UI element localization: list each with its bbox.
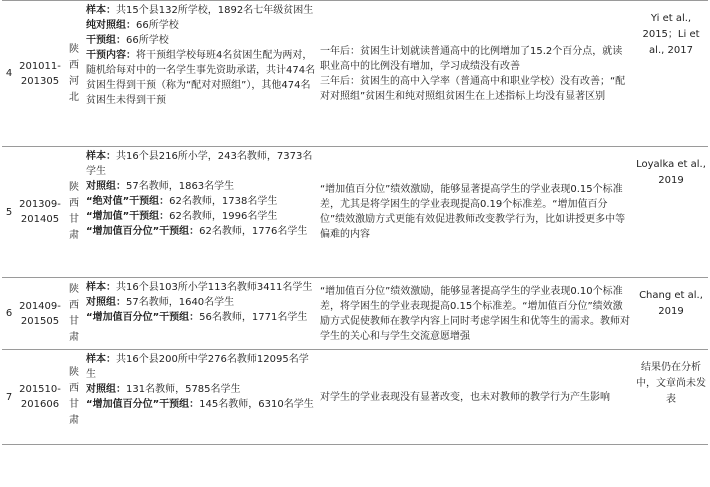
- row-sample: [84, 1, 318, 147]
- row-index: 7: [5, 391, 13, 403]
- sample-label: 样本：: [86, 354, 116, 365]
- sample-text: 66所学校: [126, 35, 169, 46]
- sample-text: 57名教师，1640名学生: [126, 297, 235, 308]
- sample-text: 131名教师，5785名学生: [126, 384, 241, 395]
- sample-text: 共15个县132所学校，1892名七年级贫困生: [116, 5, 314, 16]
- row-citation: 结果仍在分析中，文章尚未发表: [636, 362, 706, 405]
- sample-line: [86, 149, 316, 179]
- sample-text: 共16个县216所小学，243名教师，7373名学生: [86, 151, 313, 177]
- row-period: 201309-201405: [19, 199, 61, 225]
- sample-text: 将干预组学校每班4名贫困生配为两对，随机给每对中的一名学生事先资助承诺，共计474名贫困生得到干预（称为“配对对照组”），其他474名贫困生未得到干预: [86, 50, 316, 106]
- sample-text: 62名教师，1996名学生: [169, 211, 278, 222]
- row-result: [318, 1, 634, 147]
- region-char: 甘: [69, 214, 79, 225]
- result-text: 三年后：贫困生的高中入学率（普通高中和职业学校）没有改善；“配对对照组”贫困生和纯对照组贫困生在上述指标上均没有显著区别: [320, 75, 626, 102]
- sample-text: 62名教师，1738名学生: [169, 196, 278, 207]
- row-region: [64, 350, 84, 445]
- sample-label: 干预组：: [86, 35, 126, 46]
- sample-label: 样本：: [86, 282, 116, 293]
- row-citation: Yi et al., 2015；Li et al., 2017: [642, 13, 700, 56]
- row-citation: Loyalka et al., 2019: [636, 159, 706, 186]
- sample-line: [86, 382, 316, 397]
- sample-line: [86, 209, 316, 224]
- result-text: “增加值百分位”绩效激励，能够显著提高学生的学业表现0.15个标准差，尤其是将学困生的学业表现提高0.19个标准差。“增加值百分位”绩效激励方式更能有效促进教师改变教学行为，比如讲授更多中等偏难的内容: [320, 184, 626, 240]
- sample-line: [86, 48, 316, 108]
- sample-text: 62名教师，1776名学生: [199, 226, 308, 237]
- sample-line: [86, 397, 316, 412]
- row-period: 201011-201305: [19, 60, 61, 87]
- region-char: 肃: [69, 415, 79, 426]
- region-char: 陕: [69, 283, 79, 295]
- sample-line: [86, 310, 316, 325]
- row-region: [64, 1, 84, 147]
- row-result: [318, 350, 634, 445]
- row-index: 6: [5, 308, 13, 319]
- row-period: 201409-201505: [19, 300, 61, 327]
- study-table-body: [2, 1, 708, 445]
- region-char: 北: [69, 91, 79, 103]
- row-citation: Chang et al., 2019: [639, 290, 703, 317]
- region-char: 陕: [69, 43, 79, 55]
- row-period: 201510-201606: [19, 384, 61, 410]
- sample-label: “增加值百分位”干预组：: [86, 312, 200, 323]
- row-sample: [84, 350, 318, 445]
- row-result: [318, 278, 634, 350]
- row-index: 4: [5, 68, 13, 79]
- result-text: “增加值百分位”绩效激励，能够显著提高学生的学业表现0.10个标准差，将学困生的学业表现提高0.15个标准差。“增加值百分位”绩效激励方式促使教师在教学内容上同时考虑学困生和优等生的需求。教师对学生的关心和与学生交流意愿增强: [320, 285, 630, 342]
- sample-line: [86, 18, 316, 33]
- table-row: [2, 350, 708, 445]
- region-char: 河: [69, 75, 79, 87]
- sample-label: 纯对照组：: [86, 20, 136, 31]
- sample-label: 样本：: [86, 151, 116, 162]
- region-char: 西: [69, 198, 79, 209]
- sample-text: 66所学校: [136, 20, 179, 31]
- region-char: 甘: [69, 399, 79, 410]
- sample-label: “绝对值”干预组：: [86, 196, 170, 207]
- region-char: 陕: [69, 367, 79, 378]
- region-char: 西: [69, 299, 79, 311]
- sample-text: 56名教师，1771名学生: [199, 312, 308, 323]
- sample-line: [86, 352, 316, 382]
- sample-label: 干预内容：: [86, 50, 136, 61]
- sample-text: 57名教师，1863名学生: [126, 181, 235, 192]
- study-table: [2, 0, 708, 445]
- sample-line: [86, 179, 316, 194]
- region-char: 陕: [69, 182, 79, 193]
- sample-label: 对照组：: [86, 181, 126, 192]
- row-region: [64, 147, 84, 278]
- table-row: [2, 147, 708, 278]
- sample-text: 145名教师，6310名学生: [199, 399, 314, 410]
- row-region: [64, 278, 84, 350]
- row-sample: [84, 147, 318, 278]
- sample-label: “增加值百分位”干预组：: [86, 399, 200, 410]
- sample-label: 对照组：: [86, 384, 126, 395]
- sample-label: 样本：: [86, 5, 116, 16]
- region-char: 西: [69, 59, 79, 71]
- sample-line: [86, 224, 316, 239]
- region-char: 甘: [69, 315, 79, 327]
- row-sample: [84, 278, 318, 350]
- region-char: 肃: [69, 230, 79, 241]
- result-text: 对学生的学业表现没有显著改变，也未对教师的教学行为产生影响: [320, 391, 610, 403]
- region-char: 肃: [69, 331, 79, 343]
- sample-line: [86, 3, 316, 18]
- sample-label: “增加值百分位”干预组：: [86, 226, 200, 237]
- sample-line: [86, 194, 316, 209]
- sample-line: [86, 280, 316, 295]
- sample-label: 对照组：: [86, 297, 126, 308]
- row-index: 5: [5, 206, 13, 218]
- sample-line: [86, 33, 316, 48]
- region-char: 西: [69, 383, 79, 394]
- table-row: [2, 278, 708, 350]
- result-text: 一年后：贫困生计划就读普通高中的比例增加了15.2个百分点，就读职业高中的比例没有增加，学习成绩没有改善: [320, 45, 623, 72]
- sample-text: 共16个县200所中学276名教师12095名学生: [86, 354, 309, 380]
- table-row: [2, 1, 708, 147]
- sample-label: “增加值”干预组：: [86, 211, 170, 222]
- sample-text: 共16个县103所小学113名教师3411名学生: [116, 282, 313, 293]
- sample-line: [86, 295, 316, 310]
- row-result: [318, 147, 634, 278]
